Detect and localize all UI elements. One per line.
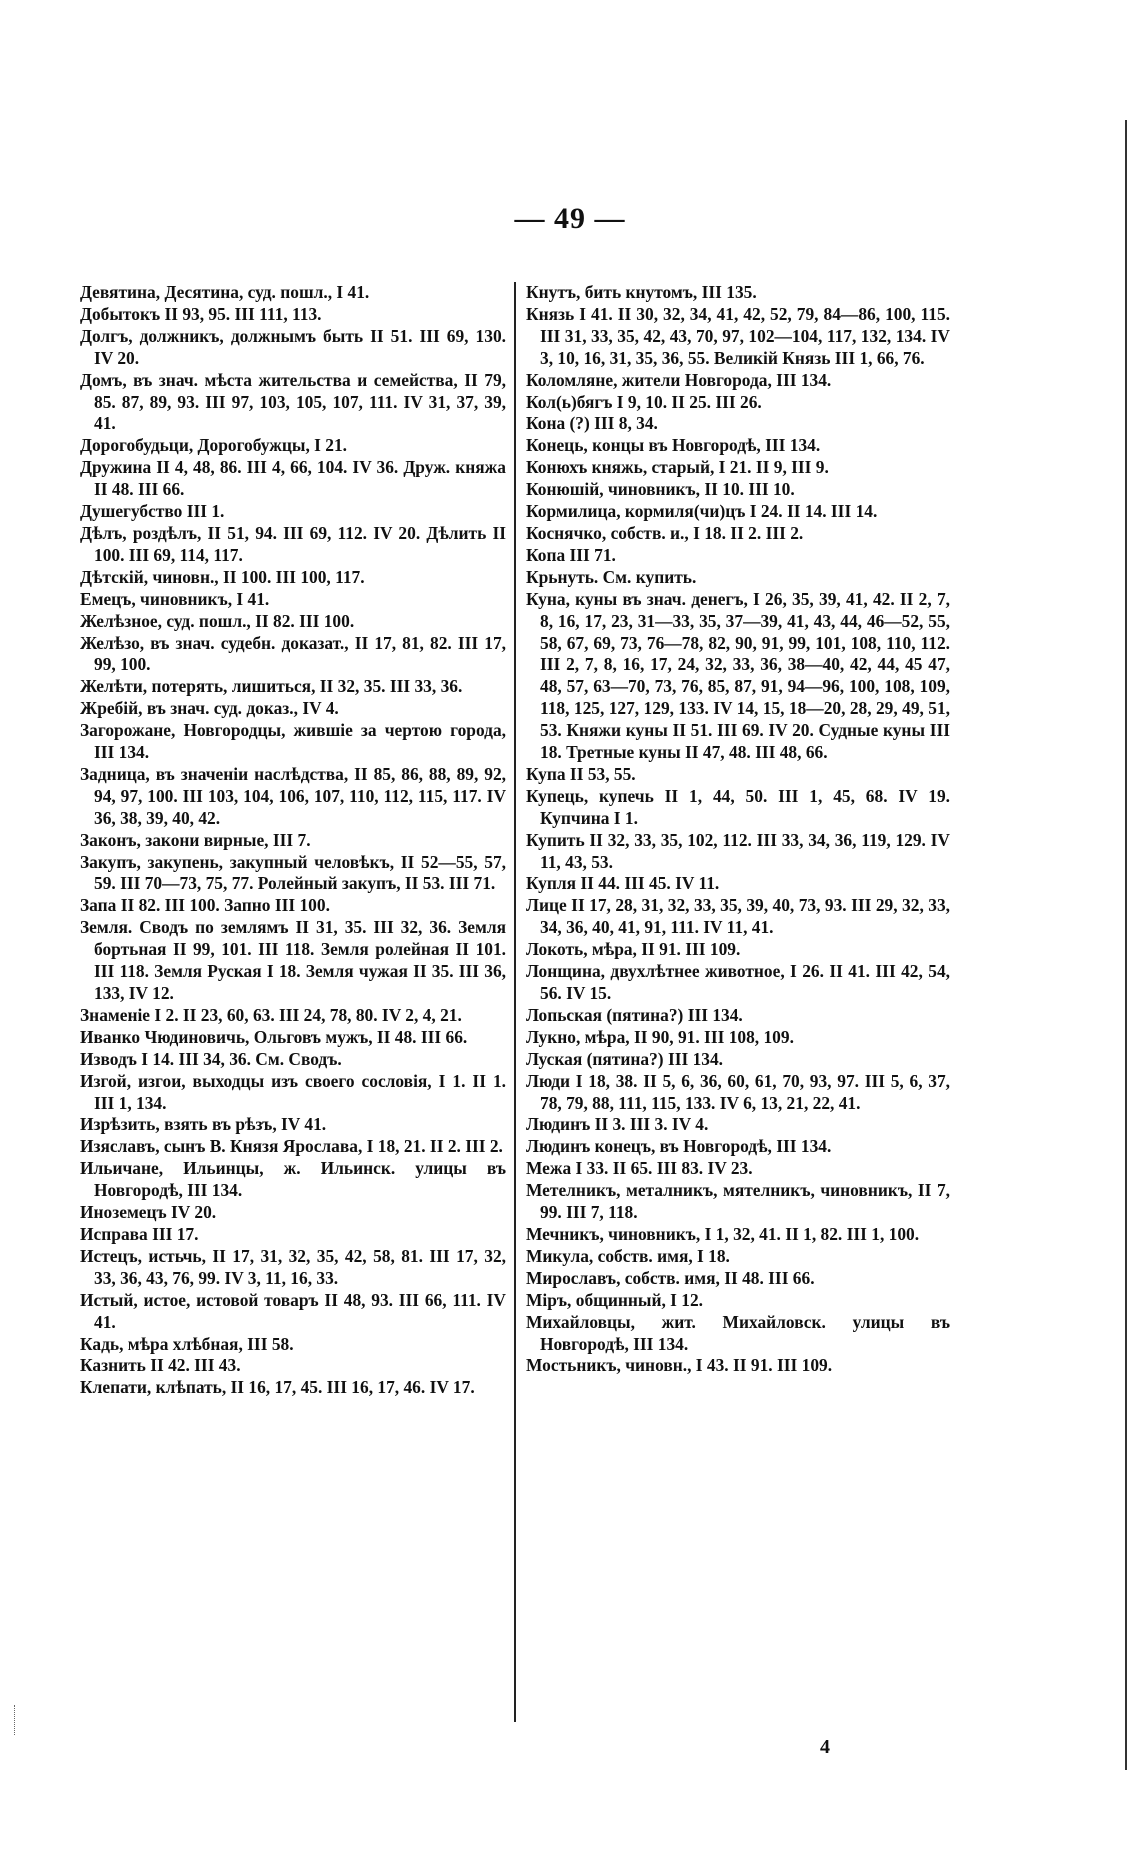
index-entry: Купля II 44. III 45. IV 11. xyxy=(526,873,720,894)
index-entry: Емецъ, чиновникъ, I 41. xyxy=(80,588,270,609)
index-entry: Добытокъ II 93, 95. III 111, 113. xyxy=(80,303,322,324)
index-entry: Міръ, общинный, I 12. xyxy=(526,1289,704,1310)
index-entry: Истый, истое, истовой товаръ II 48, 93. III 66, 111. IV 41. xyxy=(80,1289,506,1332)
index-entry: Исправа III 17. xyxy=(80,1223,199,1244)
index-entry: Михайловцы, жит. Михайловск. улицы въ Новгородѣ, III 134. xyxy=(526,1311,950,1354)
index-columns xyxy=(80,282,980,1722)
index-entry: Изгой, изгои, выходцы изъ своего сословія, I 1. II 1. III 1, 134. xyxy=(80,1070,506,1113)
index-entry: Земля. Сводъ по землямъ II 31, 35. III 32, 36. Земля бортьная II 99, 101. III 118. Земля ролейная II 101. III 118. Земля Руская I 18. Земля чужая II 35. III 36, 133, IV 12. xyxy=(80,917,506,1003)
index-entry: Жребій, въ знач. суд. доказ., IV 4. xyxy=(80,698,339,719)
index-entry: Мостьникъ, чиновн., I 43. II 91. III 109. xyxy=(526,1355,833,1376)
index-entry: Законъ, закони вирные, III 7. xyxy=(80,829,311,850)
index-entry: Лопьская (пятина?) III 134. xyxy=(526,1004,743,1025)
index-entry: Копа III 71. xyxy=(526,544,616,565)
index-entry: Микула, собств. имя, I 18. xyxy=(526,1245,730,1266)
index-entry: Желѣзо, въ знач. судебн. доказат., II 17, 81, 82. III 17, 99, 100. xyxy=(80,632,506,675)
index-entry: Конюхъ княжь, старый, I 21. II 9, III 9. xyxy=(526,457,829,478)
index-entry: Коломляне, жители Новгорода, III 134. xyxy=(526,369,832,390)
index-entry: Загорожане, Новгородцы, жившіе за чертою города, III 134. xyxy=(80,720,506,763)
index-entry: Домъ, въ знач. мѣста жительства и семейства, II 79, 85. 87, 89, 93. III 97, 103, 105, 107, 111. IV 31, 37, 39, 41. xyxy=(80,369,506,434)
index-entry: Коснячко, собств. и., I 18. II 2. III 2. xyxy=(526,522,804,543)
index-entry: Лонщина, двухлѣтнее животное, I 26. II 41. III 42, 54, 56. IV 15. xyxy=(526,961,950,1003)
index-entry: Мечникъ, чиновникъ, I 1, 32, 41. II 1, 82. III 1, 100. xyxy=(526,1223,920,1244)
index-entry: Иванко Чюдиновичь, Ольговъ мужъ, II 48. III 66. xyxy=(80,1026,468,1047)
page-number: — 49 — xyxy=(514,202,626,235)
index-entry: Купець, купечь II 1, 44, 50. III 1, 45, 68. IV 19. Купчина I 1. xyxy=(526,785,950,828)
index-entry: Дорогобудьци, Дорогобужцы, I 21. xyxy=(80,435,347,456)
index-entry: Лице II 17, 28, 31, 32, 33, 35, 39, 40, 73, 93. III 29, 32, 33, 34, 36, 40, 41, 91, 111. IV 11, 41. xyxy=(526,895,950,938)
index-entry: Куна, куны въ знач. денегъ, I 26, 35, 39, 41, 42. II 2, 7, 8, 16, 17, 23, 31—33, 35, 37—39, 41, 43, 44, 46—52, 55, 58, 67, 69, 73, 76—78, 82, 90, 91, 99, 101, 108, 110, 112. III 2, 7, 8, 16, 17, 24, 32, 33, 36, 38—40, 42, 44, 45 47, 48, 57, 63—70, 73, 76, 85, 87, 91, 94—96, 100, 108, 109, 118, 125, 127, 129, 133. IV 14, 15, 18—20, 28, 29, 49, 51, 53. Княжи куны II 51. III 69. IV 20. Судные куны III 18. Третные куны II 47, 48. III 48, 66. xyxy=(526,588,950,763)
index-entry: Желѣти, потерять, лишиться, II 32, 35. III 33, 36. xyxy=(80,676,463,697)
index-entry: Долгъ, должникъ, должнымъ быть II 51. III 69, 130. IV 20. xyxy=(80,325,506,368)
index-entry: Кол(ь)бягъ I 9, 10. II 25. III 26. xyxy=(526,391,762,412)
index-entry: Кнутъ, бить кнутомъ, III 135. xyxy=(526,282,757,302)
index-entry: Конець, концы въ Новгородѣ, III 134. xyxy=(526,435,821,456)
right-column xyxy=(516,282,950,1722)
index-entry: Людинъ II 3. III 3. IV 4. xyxy=(526,1114,709,1135)
index-entry: Конюшій, чиновникъ, II 10. III 10. xyxy=(526,479,795,500)
margin-mark xyxy=(14,1705,19,1735)
index-entry: Изяславъ, сынъ В. Князя Ярослава, I 18, 21. II 2. III 2. xyxy=(80,1136,503,1157)
index-entry: Душегубство III 1. xyxy=(80,501,225,522)
index-entry: Дѣтскій, чиновн., II 100. III 100, 117. xyxy=(80,566,365,587)
index-entry: Купить II 32, 33, 35, 102, 112. III 33, 34, 36, 119, 129. IV 11, 43, 53. xyxy=(526,829,950,872)
page-edge-line xyxy=(1125,120,1127,1770)
index-entry: Локоть, мѣра, II 91. III 109. xyxy=(526,939,741,960)
index-entry: Луская (пятина?) III 134. xyxy=(526,1048,724,1069)
index-entry: Желѣзное, суд. пошл., II 82. III 100. xyxy=(80,610,355,631)
index-entry: Кона (?) III 8, 34. xyxy=(526,413,658,434)
index-entry: Клепати, клѣпать, II 16, 17, 45. III 16, 17, 46. IV 17. xyxy=(80,1377,475,1398)
index-entry: Иноземецъ IV 20. xyxy=(80,1202,217,1223)
index-entry: Изрѣзить, взять въ рѣзъ, IV 41. xyxy=(80,1114,327,1135)
index-entry: Кадь, мѣра хлѣбная, III 58. xyxy=(80,1333,294,1354)
index-entry: Мирославъ, собств. имя, II 48. III 66. xyxy=(526,1267,815,1288)
index-entry: Дѣлъ, роздѣлъ, II 51, 94. III 69, 112. IV 20. Дѣлить II 100. III 69, 114, 117. xyxy=(80,522,506,565)
index-entry: Изводъ I 14. III 34, 36. См. Сводъ. xyxy=(80,1048,342,1069)
index-entry: Дружина II 4, 48, 86. III 4, 66, 104. IV 36. Друж. княжа II 48. III 66. xyxy=(80,457,506,500)
signature-mark: 4 xyxy=(820,1736,830,1758)
index-entry: Князь I 41. II 30, 32, 34, 41, 42, 52, 79, 84—86, 100, 115. III 31, 33, 35, 42, 43, 70, 97, 102—104, 117, 132, 134. IV 3, 10, 16, 31, 35, 36, 55. Великій Князь III 1, 66, 76. xyxy=(526,303,950,368)
index-entry: Закупъ, закупень, закупный человѣкъ, II 52—55, 57, 59. III 70—73, 75, 77. Ролейный закупъ, II 53. III 71. xyxy=(80,851,506,894)
index-entry: Лукно, мѣра, II 90, 91. III 108, 109. xyxy=(526,1026,794,1047)
index-entry: Крьнуть. См. купить. xyxy=(526,566,697,587)
index-entry: Девятина, Десятина, суд. пошл., I 41. xyxy=(80,282,370,302)
index-entry: Запа II 82. III 100. Запно III 100. xyxy=(80,895,330,916)
index-entry: Межа I 33. II 65. III 83. IV 23. xyxy=(526,1158,753,1179)
index-entry: Метелникъ, металникъ, мятелникъ, чиновникъ, II 7, 99. III 7, 118. xyxy=(526,1180,950,1223)
left-column xyxy=(80,282,516,1722)
index-entry: Люди I 18, 38. II 5, 6, 36, 60, 61, 70, 93, 97. III 5, 6, 37, 78, 79, 88, 111, 115, 133. IV 6, 13, 21, 22, 41. xyxy=(526,1070,950,1113)
index-entry: Кормилица, кормиля(чи)цъ I 24. II 14. III 14. xyxy=(526,501,878,522)
index-entry: Задница, въ значеніи наслѣдства, II 85, 86, 88, 89, 92, 94, 97, 100. III 103, 104, 106, 107, 110, 112, 115, 117. IV 36, 38, 39, 40, 42. xyxy=(80,763,506,828)
index-entry: Людинъ конецъ, въ Новгородѣ, III 134. xyxy=(526,1136,832,1157)
index-entry: Ильичане, Ильинцы, ж. Ильинск. улицы въ Новгородѣ, III 134. xyxy=(80,1158,506,1201)
index-entry: Истецъ, истьчь, II 17, 31, 32, 35, 42, 58, 81. III 17, 32, 33, 36, 43, 76, 99. IV 3, 11, 16, 33. xyxy=(80,1245,506,1288)
index-entry: Знаменіе I 2. II 23, 60, 63. III 24, 78, 80. IV 2, 4, 21. xyxy=(80,1004,462,1025)
index-entry: Казнить II 42. III 43. xyxy=(80,1355,241,1376)
index-entry: Купа II 53, 55. xyxy=(526,763,636,784)
